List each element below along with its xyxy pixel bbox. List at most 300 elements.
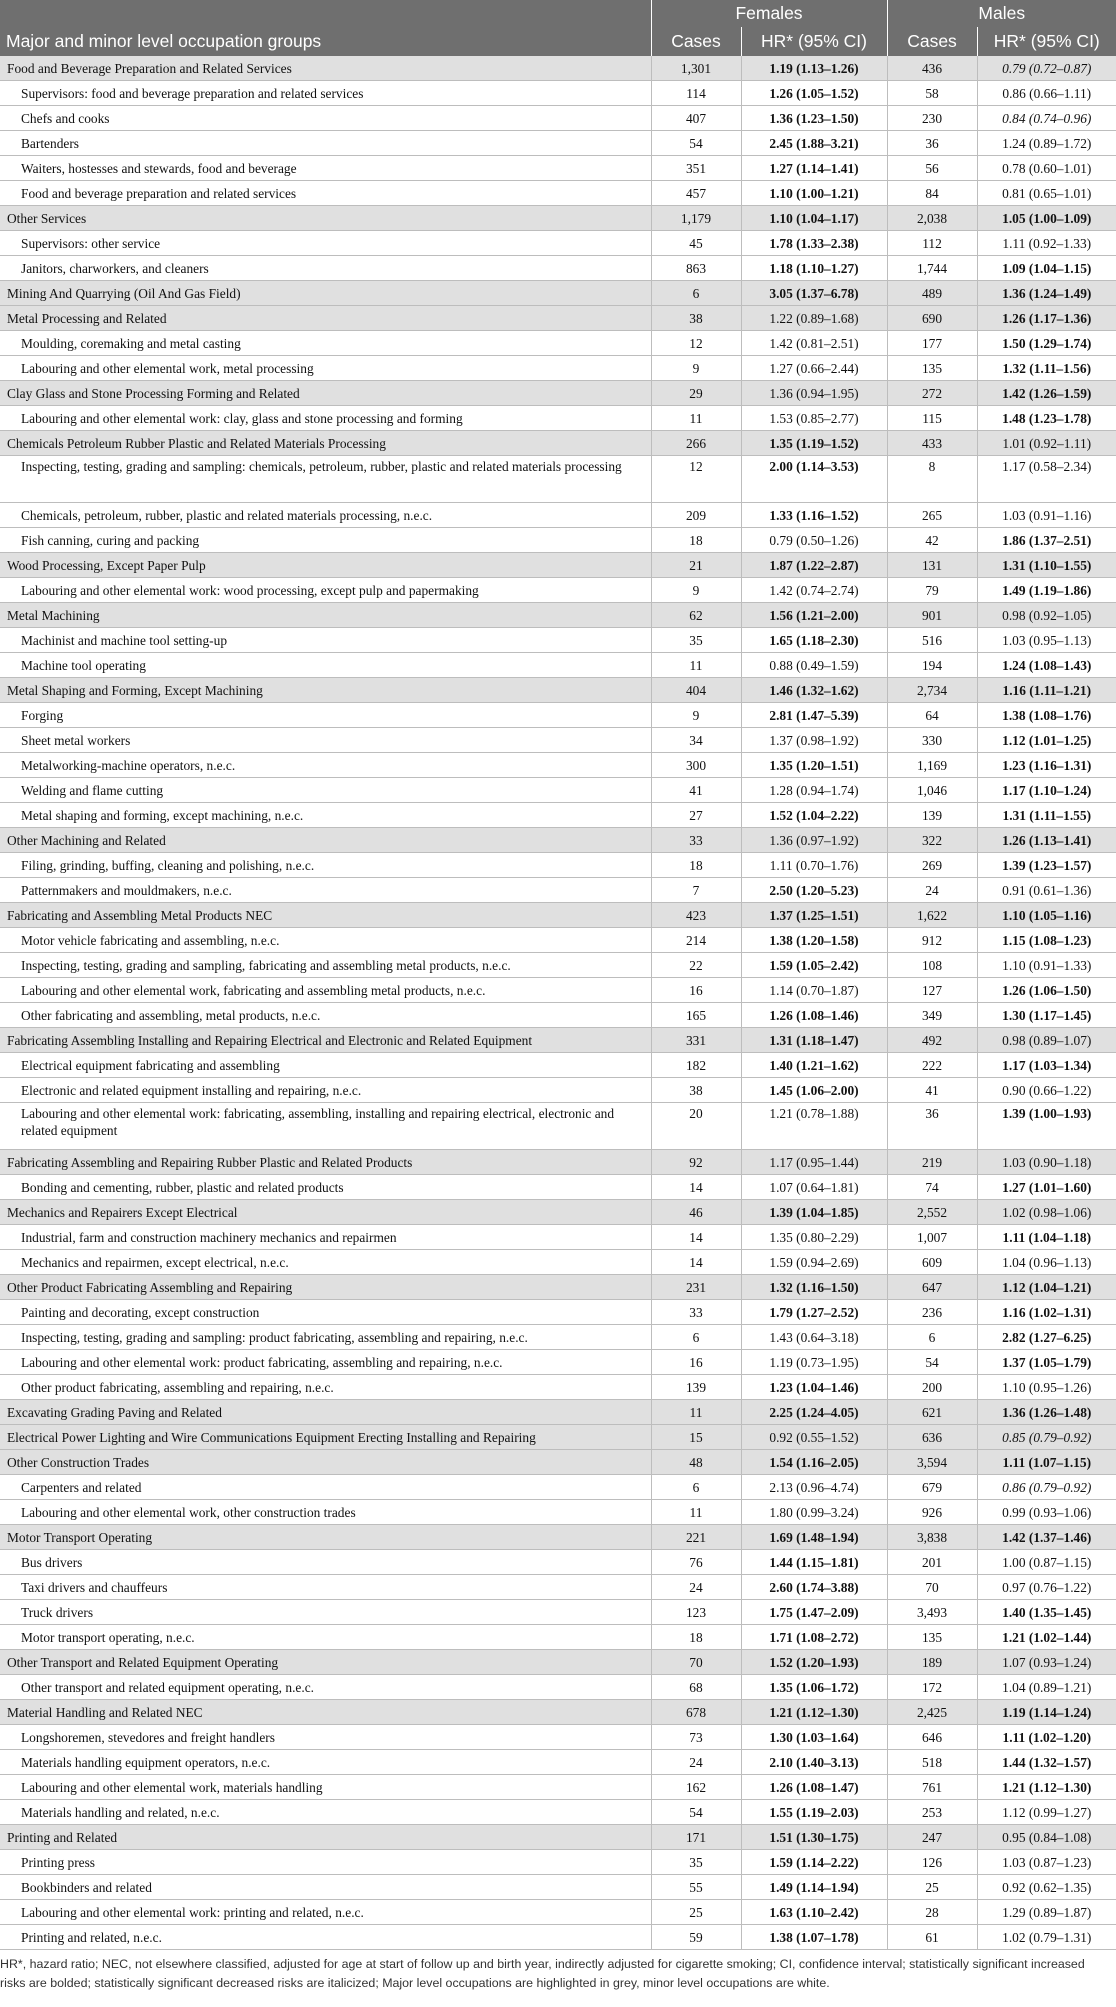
major-occupation-row: [0, 1028, 1116, 1053]
male-cases-cell: 349: [887, 1003, 977, 1028]
minor-occupation-row: [0, 1800, 1116, 1825]
female-hr-cell: 2.45 (1.88–3.21): [741, 131, 887, 156]
female-hr-cell: 1.35 (1.06–1.72): [741, 1675, 887, 1700]
female-hr-cell: 1.26 (1.08–1.46): [741, 1003, 887, 1028]
female-hr-cell: 1.42 (0.74–2.74): [741, 578, 887, 603]
occupation-name-cell: Other product fabricating, assembling and repairing, n.e.c.: [0, 1375, 651, 1400]
major-occupation-row: [0, 553, 1116, 578]
occupation-name-cell: Sheet metal workers: [0, 728, 651, 753]
female-hr-cell: 1.53 (0.85–2.77): [741, 406, 887, 431]
male-cases-cell: 56: [887, 156, 977, 181]
female-cases-cell: 41: [651, 778, 741, 803]
male-hr-cell: 1.21 (1.12–1.30): [977, 1775, 1116, 1800]
male-cases-cell: 516: [887, 628, 977, 653]
major-occupation-row: [0, 828, 1116, 853]
male-hr-cell: 1.07 (0.93–1.24): [977, 1650, 1116, 1675]
male-cases-cell: 322: [887, 828, 977, 853]
major-occupation-row: [0, 281, 1116, 306]
occupation-name-cell: Welding and flame cutting: [0, 778, 651, 803]
male-cases-cell: 272: [887, 381, 977, 406]
female-cases-cell: 221: [651, 1525, 741, 1550]
female-hr-cell: 1.38 (1.07–1.78): [741, 1925, 887, 1950]
male-hr-cell: 1.12 (1.04–1.21): [977, 1275, 1116, 1300]
major-occupation-row: [0, 1425, 1116, 1450]
male-hr-cell: 1.12 (0.99–1.27): [977, 1800, 1116, 1825]
occupation-name-cell: Mining And Quarrying (Oil And Gas Field): [0, 281, 651, 306]
female-cases-cell: 35: [651, 628, 741, 653]
female-hr-cell: 1.23 (1.04–1.46): [741, 1375, 887, 1400]
occupation-name-cell: Inspecting, testing, grading and sampling: product fabricating, assembling and repairing, n.e.c.: [0, 1325, 651, 1350]
female-hr-cell: 1.59 (1.05–2.42): [741, 953, 887, 978]
male-hr-cell: 1.48 (1.23–1.78): [977, 406, 1116, 431]
female-hr-cell: 1.38 (1.20–1.58): [741, 928, 887, 953]
minor-occupation-row: [0, 503, 1116, 528]
female-hr-cell: 1.54 (1.16–2.05): [741, 1450, 887, 1475]
occupation-name-cell: Printing press: [0, 1850, 651, 1875]
male-hr-cell: 1.17 (1.10–1.24): [977, 778, 1116, 803]
major-occupation-row: [0, 678, 1116, 703]
female-hr-cell: 2.13 (0.96–4.74): [741, 1475, 887, 1500]
occupation-name-cell: Janitors, charworkers, and cleaners: [0, 256, 651, 281]
female-cases-cell: 300: [651, 753, 741, 778]
male-hr-cell: 0.86 (0.66–1.11): [977, 81, 1116, 106]
occupation-name-cell: Fabricating and Assembling Metal Products NEC: [0, 903, 651, 928]
male-hr-cell: 1.16 (1.11–1.21): [977, 678, 1116, 703]
male-hr-cell: 1.05 (1.00–1.09): [977, 206, 1116, 231]
occupation-name-cell: Filing, grinding, buffing, cleaning and polishing, n.e.c.: [0, 853, 651, 878]
header-occupation-groups: Major and minor level occupation groups: [0, 27, 651, 56]
male-cases-cell: 112: [887, 231, 977, 256]
minor-occupation-row: [0, 953, 1116, 978]
occupation-name-cell: Industrial, farm and construction machinery mechanics and repairmen: [0, 1225, 651, 1250]
occupation-name-cell: Motor Transport Operating: [0, 1525, 651, 1550]
minor-occupation-row: [0, 1625, 1116, 1650]
minor-occupation-row: [0, 1053, 1116, 1078]
female-cases-cell: 171: [651, 1825, 741, 1850]
occupation-name-cell: Electrical equipment fabricating and assembling: [0, 1053, 651, 1078]
female-cases-cell: 863: [651, 256, 741, 281]
female-cases-cell: 11: [651, 406, 741, 431]
male-cases-cell: 200: [887, 1375, 977, 1400]
female-cases-cell: 38: [651, 1078, 741, 1103]
minor-occupation-row: [0, 653, 1116, 678]
header-males: Males: [887, 0, 1116, 27]
male-cases-cell: 518: [887, 1750, 977, 1775]
major-occupation-row: [0, 1650, 1116, 1675]
minor-occupation-row: [0, 1925, 1116, 1950]
male-hr-cell: 0.79 (0.72–0.87): [977, 56, 1116, 81]
female-cases-cell: 139: [651, 1375, 741, 1400]
female-cases-cell: 1,179: [651, 206, 741, 231]
male-cases-cell: 135: [887, 1625, 977, 1650]
male-cases-cell: 926: [887, 1500, 977, 1525]
male-hr-cell: 1.03 (0.91–1.16): [977, 503, 1116, 528]
male-cases-cell: 247: [887, 1825, 977, 1850]
occupation-name-cell: Labouring and other elemental work: product fabricating, assembling and repairing, n.e.c.: [0, 1350, 651, 1375]
male-hr-cell: 1.31 (1.10–1.55): [977, 553, 1116, 578]
occupation-name-cell: Machine tool operating: [0, 653, 651, 678]
female-cases-cell: 55: [651, 1875, 741, 1900]
female-hr-cell: 1.33 (1.16–1.52): [741, 503, 887, 528]
female-cases-cell: 68: [651, 1675, 741, 1700]
female-cases-cell: 46: [651, 1200, 741, 1225]
female-cases-cell: 351: [651, 156, 741, 181]
female-cases-cell: 162: [651, 1775, 741, 1800]
female-hr-cell: 1.52 (1.20–1.93): [741, 1650, 887, 1675]
male-cases-cell: 489: [887, 281, 977, 306]
female-cases-cell: 11: [651, 653, 741, 678]
male-cases-cell: 2,038: [887, 206, 977, 231]
male-cases-cell: 269: [887, 853, 977, 878]
male-hr-cell: 0.78 (0.60–1.01): [977, 156, 1116, 181]
female-hr-cell: 1.49 (1.14–1.94): [741, 1875, 887, 1900]
female-hr-cell: 2.25 (1.24–4.05): [741, 1400, 887, 1425]
female-cases-cell: 34: [651, 728, 741, 753]
male-hr-cell: 0.86 (0.79–0.92): [977, 1475, 1116, 1500]
occupation-name-cell: Fabricating Assembling and Repairing Rubber Plastic and Related Products: [0, 1150, 651, 1175]
male-hr-cell: 0.90 (0.66–1.22): [977, 1078, 1116, 1103]
male-cases-cell: 74: [887, 1175, 977, 1200]
occupation-name-cell: Taxi drivers and chauffeurs: [0, 1575, 651, 1600]
female-cases-cell: 182: [651, 1053, 741, 1078]
female-hr-cell: 1.36 (0.94–1.95): [741, 381, 887, 406]
male-cases-cell: 201: [887, 1550, 977, 1575]
occupation-name-cell: Other Transport and Related Equipment Operating: [0, 1650, 651, 1675]
male-hr-cell: 1.11 (1.04–1.18): [977, 1225, 1116, 1250]
male-hr-cell: 1.40 (1.35–1.45): [977, 1600, 1116, 1625]
male-hr-cell: 1.27 (1.01–1.60): [977, 1175, 1116, 1200]
occupation-name-cell: Labouring and other elemental work, other construction trades: [0, 1500, 651, 1525]
male-cases-cell: 84: [887, 181, 977, 206]
occupation-name-cell: Materials handling and related, n.e.c.: [0, 1800, 651, 1825]
male-cases-cell: 2,425: [887, 1700, 977, 1725]
female-cases-cell: 457: [651, 181, 741, 206]
female-cases-cell: 331: [651, 1028, 741, 1053]
female-cases-cell: 9: [651, 703, 741, 728]
occupation-name-cell: Motor transport operating, n.e.c.: [0, 1625, 651, 1650]
female-hr-cell: 1.21 (0.78–1.88): [741, 1103, 887, 1150]
occupation-name-cell: Metal Shaping and Forming, Except Machining: [0, 678, 651, 703]
female-cases-cell: 59: [651, 1925, 741, 1950]
female-hr-cell: 1.59 (0.94–2.69): [741, 1250, 887, 1275]
male-cases-cell: 621: [887, 1400, 977, 1425]
male-cases-cell: 690: [887, 306, 977, 331]
male-hr-cell: 1.10 (0.95–1.26): [977, 1375, 1116, 1400]
occupation-name-cell: Labouring and other elemental work, fabricating and assembling metal products, n.e.c.: [0, 978, 651, 1003]
female-hr-cell: 2.10 (1.40–3.13): [741, 1750, 887, 1775]
male-cases-cell: 8: [887, 456, 977, 503]
female-cases-cell: 423: [651, 903, 741, 928]
female-cases-cell: 20: [651, 1103, 741, 1150]
male-hr-cell: 1.42 (1.26–1.59): [977, 381, 1116, 406]
male-cases-cell: 230: [887, 106, 977, 131]
male-hr-cell: 1.38 (1.08–1.76): [977, 703, 1116, 728]
female-hr-cell: 1.35 (0.80–2.29): [741, 1225, 887, 1250]
table-footnote: HR*, hazard ratio; NEC, not elsewhere classified, adjusted for age at start of follow up and birth year, indirectly adjusted for cigarette smoking; CI, confidence interval; statistically significant increased risks are bolded; statistically significant decreased risks are italicized; Major level occupations are highlighted in grey, minor level occupations are white.: [0, 1957, 1085, 1990]
female-cases-cell: 16: [651, 1350, 741, 1375]
occupation-name-cell: Printing and related, n.e.c.: [0, 1925, 651, 1950]
male-hr-cell: 1.36 (1.26–1.48): [977, 1400, 1116, 1425]
male-hr-cell: 1.21 (1.02–1.44): [977, 1625, 1116, 1650]
minor-occupation-row: [0, 1850, 1116, 1875]
male-cases-cell: 127: [887, 978, 977, 1003]
occupation-name-cell: Waiters, hostesses and stewards, food and beverage: [0, 156, 651, 181]
male-hr-cell: 1.11 (1.02–1.20): [977, 1725, 1116, 1750]
minor-occupation-row: [0, 1375, 1116, 1400]
female-hr-cell: 1.75 (1.47–2.09): [741, 1600, 887, 1625]
occupation-name-cell: Metal Processing and Related: [0, 306, 651, 331]
minor-occupation-row: [0, 156, 1116, 181]
female-hr-cell: 1.18 (1.10–1.27): [741, 256, 887, 281]
male-hr-cell: 1.50 (1.29–1.74): [977, 331, 1116, 356]
occupation-name-cell: Bus drivers: [0, 1550, 651, 1575]
minor-occupation-row: [0, 1875, 1116, 1900]
female-hr-cell: 1.19 (0.73–1.95): [741, 1350, 887, 1375]
female-cases-cell: 14: [651, 1250, 741, 1275]
female-cases-cell: 12: [651, 456, 741, 503]
female-hr-cell: 1.78 (1.33–2.38): [741, 231, 887, 256]
occupation-name-cell: Metalworking-machine operators, n.e.c.: [0, 753, 651, 778]
male-hr-cell: 1.24 (0.89–1.72): [977, 131, 1116, 156]
male-hr-cell: 1.86 (1.37–2.51): [977, 528, 1116, 553]
occupation-name-cell: Labouring and other elemental work: wood processing, except pulp and papermaking: [0, 578, 651, 603]
minor-occupation-row: [0, 878, 1116, 903]
major-occupation-row: [0, 1450, 1116, 1475]
occupation-name-cell: Labouring and other elemental work: printing and related, n.e.c.: [0, 1900, 651, 1925]
table-header: [0, 0, 1116, 56]
minor-occupation-row: [0, 231, 1116, 256]
female-cases-cell: 14: [651, 1175, 741, 1200]
occupation-name-cell: Food and Beverage Preparation and Related Services: [0, 56, 651, 81]
female-hr-cell: 1.30 (1.03–1.64): [741, 1725, 887, 1750]
female-cases-cell: 70: [651, 1650, 741, 1675]
female-cases-cell: 29: [651, 381, 741, 406]
minor-occupation-row: [0, 1675, 1116, 1700]
female-cases-cell: 76: [651, 1550, 741, 1575]
male-hr-cell: 1.29 (0.89–1.87): [977, 1900, 1116, 1925]
occupation-name-cell: Materials handling equipment operators, n.e.c.: [0, 1750, 651, 1775]
male-cases-cell: 646: [887, 1725, 977, 1750]
major-occupation-row: [0, 903, 1116, 928]
male-hr-cell: 0.98 (0.89–1.07): [977, 1028, 1116, 1053]
male-hr-cell: 1.00 (0.87–1.15): [977, 1550, 1116, 1575]
male-cases-cell: 609: [887, 1250, 977, 1275]
female-hr-cell: 1.21 (1.12–1.30): [741, 1700, 887, 1725]
female-hr-cell: 1.37 (1.25–1.51): [741, 903, 887, 928]
occupation-name-cell: Inspecting, testing, grading and sampling, fabricating and assembling metal products, n.e.c.: [0, 953, 651, 978]
minor-occupation-row: [0, 1078, 1116, 1103]
minor-occupation-row: [0, 356, 1116, 381]
female-cases-cell: 38: [651, 306, 741, 331]
occupation-name-cell: Fabricating Assembling Installing and Repairing Electrical and Electronic and Related Equipment: [0, 1028, 651, 1053]
female-hr-cell: 1.46 (1.32–1.62): [741, 678, 887, 703]
male-cases-cell: 236: [887, 1300, 977, 1325]
occupation-name-cell: Labouring and other elemental work, metal processing: [0, 356, 651, 381]
header-females: Females: [651, 0, 887, 27]
male-hr-cell: 1.37 (1.05–1.79): [977, 1350, 1116, 1375]
major-occupation-row: [0, 1825, 1116, 1850]
male-hr-cell: 1.31 (1.11–1.55): [977, 803, 1116, 828]
occupation-name-cell: Labouring and other elemental work: clay, glass and stone processing and forming: [0, 406, 651, 431]
occupation-name-cell: Electronic and related equipment installing and repairing, n.e.c.: [0, 1078, 651, 1103]
male-cases-cell: 330: [887, 728, 977, 753]
female-hr-cell: 1.65 (1.18–2.30): [741, 628, 887, 653]
male-cases-cell: 24: [887, 878, 977, 903]
occupation-name-cell: Other Machining and Related: [0, 828, 651, 853]
female-hr-cell: 1.36 (1.23–1.50): [741, 106, 887, 131]
male-hr-cell: 1.26 (1.13–1.41): [977, 828, 1116, 853]
minor-occupation-row: [0, 803, 1116, 828]
male-cases-cell: 61: [887, 1925, 977, 1950]
male-cases-cell: 2,734: [887, 678, 977, 703]
male-hr-cell: 1.03 (0.95–1.13): [977, 628, 1116, 653]
female-cases-cell: 45: [651, 231, 741, 256]
female-hr-cell: 1.17 (0.95–1.44): [741, 1150, 887, 1175]
male-hr-cell: 1.39 (1.00–1.93): [977, 1103, 1116, 1150]
female-cases-cell: 18: [651, 1625, 741, 1650]
occupation-name-cell: Inspecting, testing, grading and sampling: chemicals, petroleum, rubber, plastic and related materials processing: [0, 456, 651, 503]
occupation-name-cell: Clay Glass and Stone Processing Forming and Related: [0, 381, 651, 406]
male-cases-cell: 172: [887, 1675, 977, 1700]
male-cases-cell: 219: [887, 1150, 977, 1175]
female-hr-cell: 1.79 (1.27–2.52): [741, 1300, 887, 1325]
major-occupation-row: [0, 206, 1116, 231]
occupation-name-cell: Bookbinders and related: [0, 1875, 651, 1900]
male-hr-cell: 1.44 (1.32–1.57): [977, 1750, 1116, 1775]
occupation-name-cell: Wood Processing, Except Paper Pulp: [0, 553, 651, 578]
male-hr-cell: 0.81 (0.65–1.01): [977, 181, 1116, 206]
female-hr-cell: 1.10 (1.04–1.17): [741, 206, 887, 231]
minor-occupation-row: [0, 1600, 1116, 1625]
minor-occupation-row: [0, 1250, 1116, 1275]
male-cases-cell: 1,622: [887, 903, 977, 928]
major-occupation-row: [0, 1700, 1116, 1725]
female-hr-cell: 1.40 (1.21–1.62): [741, 1053, 887, 1078]
female-cases-cell: 25: [651, 1900, 741, 1925]
minor-occupation-row: [0, 928, 1116, 953]
major-occupation-row: [0, 1275, 1116, 1300]
female-hr-cell: 1.28 (0.94–1.74): [741, 778, 887, 803]
male-cases-cell: 139: [887, 803, 977, 828]
female-cases-cell: 9: [651, 356, 741, 381]
male-hr-cell: 1.04 (0.89–1.21): [977, 1675, 1116, 1700]
male-hr-cell: 1.16 (1.02–1.31): [977, 1300, 1116, 1325]
male-hr-cell: 1.01 (0.92–1.11): [977, 431, 1116, 456]
female-cases-cell: 114: [651, 81, 741, 106]
occupation-name-cell: Carpenters and related: [0, 1475, 651, 1500]
male-cases-cell: 41: [887, 1078, 977, 1103]
male-cases-cell: 2,552: [887, 1200, 977, 1225]
female-cases-cell: 407: [651, 106, 741, 131]
female-hr-cell: 1.42 (0.81–2.51): [741, 331, 887, 356]
female-hr-cell: 1.22 (0.89–1.68): [741, 306, 887, 331]
occupation-name-cell: Printing and Related: [0, 1825, 651, 1850]
male-cases-cell: 28: [887, 1900, 977, 1925]
minor-occupation-row: [0, 131, 1116, 156]
female-hr-cell: 1.59 (1.14–2.22): [741, 1850, 887, 1875]
table-body: [0, 56, 1116, 1950]
female-hr-cell: 1.14 (0.70–1.87): [741, 978, 887, 1003]
occupation-name-cell: Material Handling and Related NEC: [0, 1700, 651, 1725]
female-cases-cell: 678: [651, 1700, 741, 1725]
minor-occupation-row: [0, 1575, 1116, 1600]
female-hr-cell: 1.43 (0.64–3.18): [741, 1325, 887, 1350]
male-cases-cell: 126: [887, 1850, 977, 1875]
occupation-name-cell: Other Construction Trades: [0, 1450, 651, 1475]
male-hr-cell: 1.39 (1.23–1.57): [977, 853, 1116, 878]
male-hr-cell: 0.85 (0.79–0.92): [977, 1425, 1116, 1450]
minor-occupation-row: [0, 406, 1116, 431]
minor-occupation-row: [0, 331, 1116, 356]
minor-occupation-row: [0, 1003, 1116, 1028]
male-hr-cell: 1.03 (0.87–1.23): [977, 1850, 1116, 1875]
female-cases-cell: 6: [651, 281, 741, 306]
occupation-name-cell: Chemicals, petroleum, rubber, plastic and related materials processing, n.e.c.: [0, 503, 651, 528]
male-hr-cell: 0.95 (0.84–1.08): [977, 1825, 1116, 1850]
male-cases-cell: 36: [887, 1103, 977, 1150]
male-cases-cell: 108: [887, 953, 977, 978]
female-cases-cell: 6: [651, 1325, 741, 1350]
occupation-name-cell: Other transport and related equipment operating, n.e.c.: [0, 1675, 651, 1700]
header-female-hr: HR* (95% CI): [741, 27, 887, 56]
minor-occupation-row: [0, 778, 1116, 803]
male-cases-cell: 253: [887, 1800, 977, 1825]
female-hr-cell: 1.45 (1.06–2.00): [741, 1078, 887, 1103]
female-hr-cell: 1.56 (1.21–2.00): [741, 603, 887, 628]
male-hr-cell: 1.36 (1.24–1.49): [977, 281, 1116, 306]
male-cases-cell: 3,493: [887, 1600, 977, 1625]
male-hr-cell: 1.17 (1.03–1.34): [977, 1053, 1116, 1078]
male-hr-cell: 0.84 (0.74–0.96): [977, 106, 1116, 131]
female-cases-cell: 33: [651, 828, 741, 853]
occupation-name-cell: Painting and decorating, except construction: [0, 1300, 651, 1325]
female-hr-cell: 2.00 (1.14–3.53): [741, 456, 887, 503]
occupation-name-cell: Supervisors: other service: [0, 231, 651, 256]
male-hr-cell: 1.11 (1.07–1.15): [977, 1450, 1116, 1475]
male-cases-cell: 761: [887, 1775, 977, 1800]
female-cases-cell: 48: [651, 1450, 741, 1475]
female-cases-cell: 404: [651, 678, 741, 703]
occupation-name-cell: Truck drivers: [0, 1600, 651, 1625]
minor-occupation-row: [0, 1550, 1116, 1575]
occupation-name-cell: Forging: [0, 703, 651, 728]
male-cases-cell: 6: [887, 1325, 977, 1350]
female-cases-cell: 266: [651, 431, 741, 456]
male-hr-cell: 1.26 (1.06–1.50): [977, 978, 1116, 1003]
minor-occupation-row: [0, 1775, 1116, 1800]
minor-occupation-row: [0, 978, 1116, 1003]
major-occupation-row: [0, 1150, 1116, 1175]
female-hr-cell: 1.87 (1.22–2.87): [741, 553, 887, 578]
occupation-name-cell: Machinist and machine tool setting-up: [0, 628, 651, 653]
major-occupation-row: [0, 1400, 1116, 1425]
female-hr-cell: 1.37 (0.98–1.92): [741, 728, 887, 753]
female-hr-cell: 2.50 (1.20–5.23): [741, 878, 887, 903]
male-hr-cell: 0.99 (0.93–1.06): [977, 1500, 1116, 1525]
female-hr-cell: 1.44 (1.15–1.81): [741, 1550, 887, 1575]
female-cases-cell: 11: [651, 1500, 741, 1525]
major-occupation-row: [0, 603, 1116, 628]
female-cases-cell: 24: [651, 1575, 741, 1600]
major-occupation-row: [0, 306, 1116, 331]
minor-occupation-row: [0, 1225, 1116, 1250]
minor-occupation-row: [0, 1175, 1116, 1200]
female-hr-cell: 1.26 (1.08–1.47): [741, 1775, 887, 1800]
male-hr-cell: 1.17 (0.58–2.34): [977, 456, 1116, 503]
female-cases-cell: 1,301: [651, 56, 741, 81]
female-hr-cell: 1.39 (1.04–1.85): [741, 1200, 887, 1225]
female-cases-cell: 214: [651, 928, 741, 953]
